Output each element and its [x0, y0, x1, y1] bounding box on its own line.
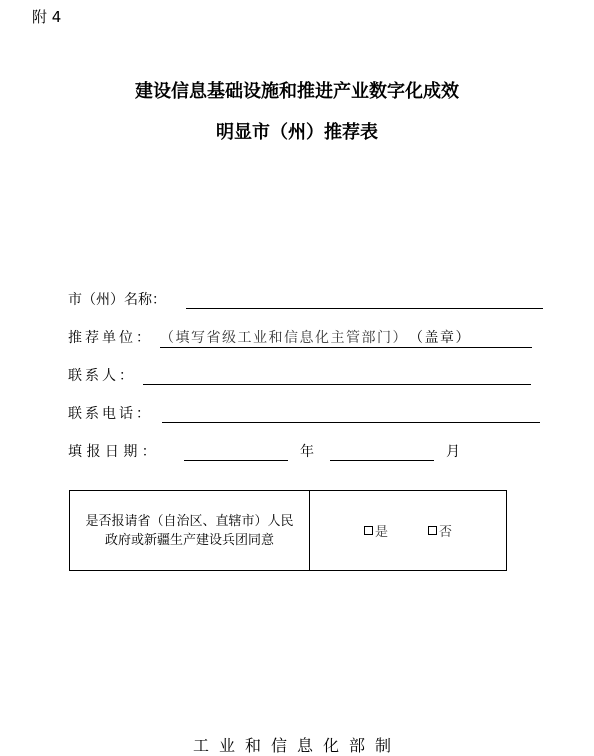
approval-question-line-2: 政府或新疆生产建设兵团同意 — [104, 532, 274, 548]
contact-person-label: 联系人： — [68, 368, 136, 384]
city-name-field[interactable] — [186, 308, 543, 309]
contact-phone-row — [68, 403, 542, 425]
recommending-unit-row — [68, 327, 538, 349]
issuer-footer: 工业和信息化部制 — [192, 736, 401, 755]
checkbox-no-icon[interactable] — [428, 526, 437, 535]
year-label: 年 — [300, 444, 314, 460]
approval-question-line-1: 是否报请省（自治区、直辖市）人民 — [85, 513, 294, 529]
recommending-unit-field[interactable] — [160, 327, 532, 348]
contact-phone-label: 联系电话： — [68, 406, 153, 422]
option-yes[interactable] — [364, 521, 388, 540]
year-field[interactable] — [184, 460, 288, 461]
seal-note: （盖章） — [416, 330, 471, 346]
approval-question-cell — [70, 491, 310, 570]
checkbox-yes-icon[interactable] — [364, 526, 373, 535]
contact-person-field[interactable] — [143, 384, 531, 385]
month-label: 月 — [446, 444, 460, 460]
option-no-label: 否 — [439, 525, 453, 540]
fill-date-label: 填 报 日 期 ： — [68, 444, 156, 460]
contact-phone-field[interactable] — [162, 422, 540, 423]
city-name-row — [68, 289, 546, 311]
form-title-line-2: 明显市（州）推荐表 — [216, 122, 378, 143]
approval-table — [69, 490, 507, 571]
annex-label: 附 4 — [32, 8, 62, 26]
recommending-unit-hint: （填写省级工业和信息化主管部门） — [160, 330, 408, 346]
month-field[interactable] — [330, 460, 434, 461]
option-yes-label: 是 — [374, 525, 388, 540]
approval-options-cell — [310, 491, 506, 570]
recommending-unit-label: 推荐单位： — [68, 330, 153, 346]
contact-person-row — [68, 365, 534, 387]
city-name-label: 市（州）名称： — [68, 292, 166, 308]
option-no[interactable] — [428, 521, 452, 540]
fill-date-row — [68, 441, 468, 463]
form-title-line-1: 建设信息基础设施和推进产业数字化成效 — [135, 81, 459, 102]
